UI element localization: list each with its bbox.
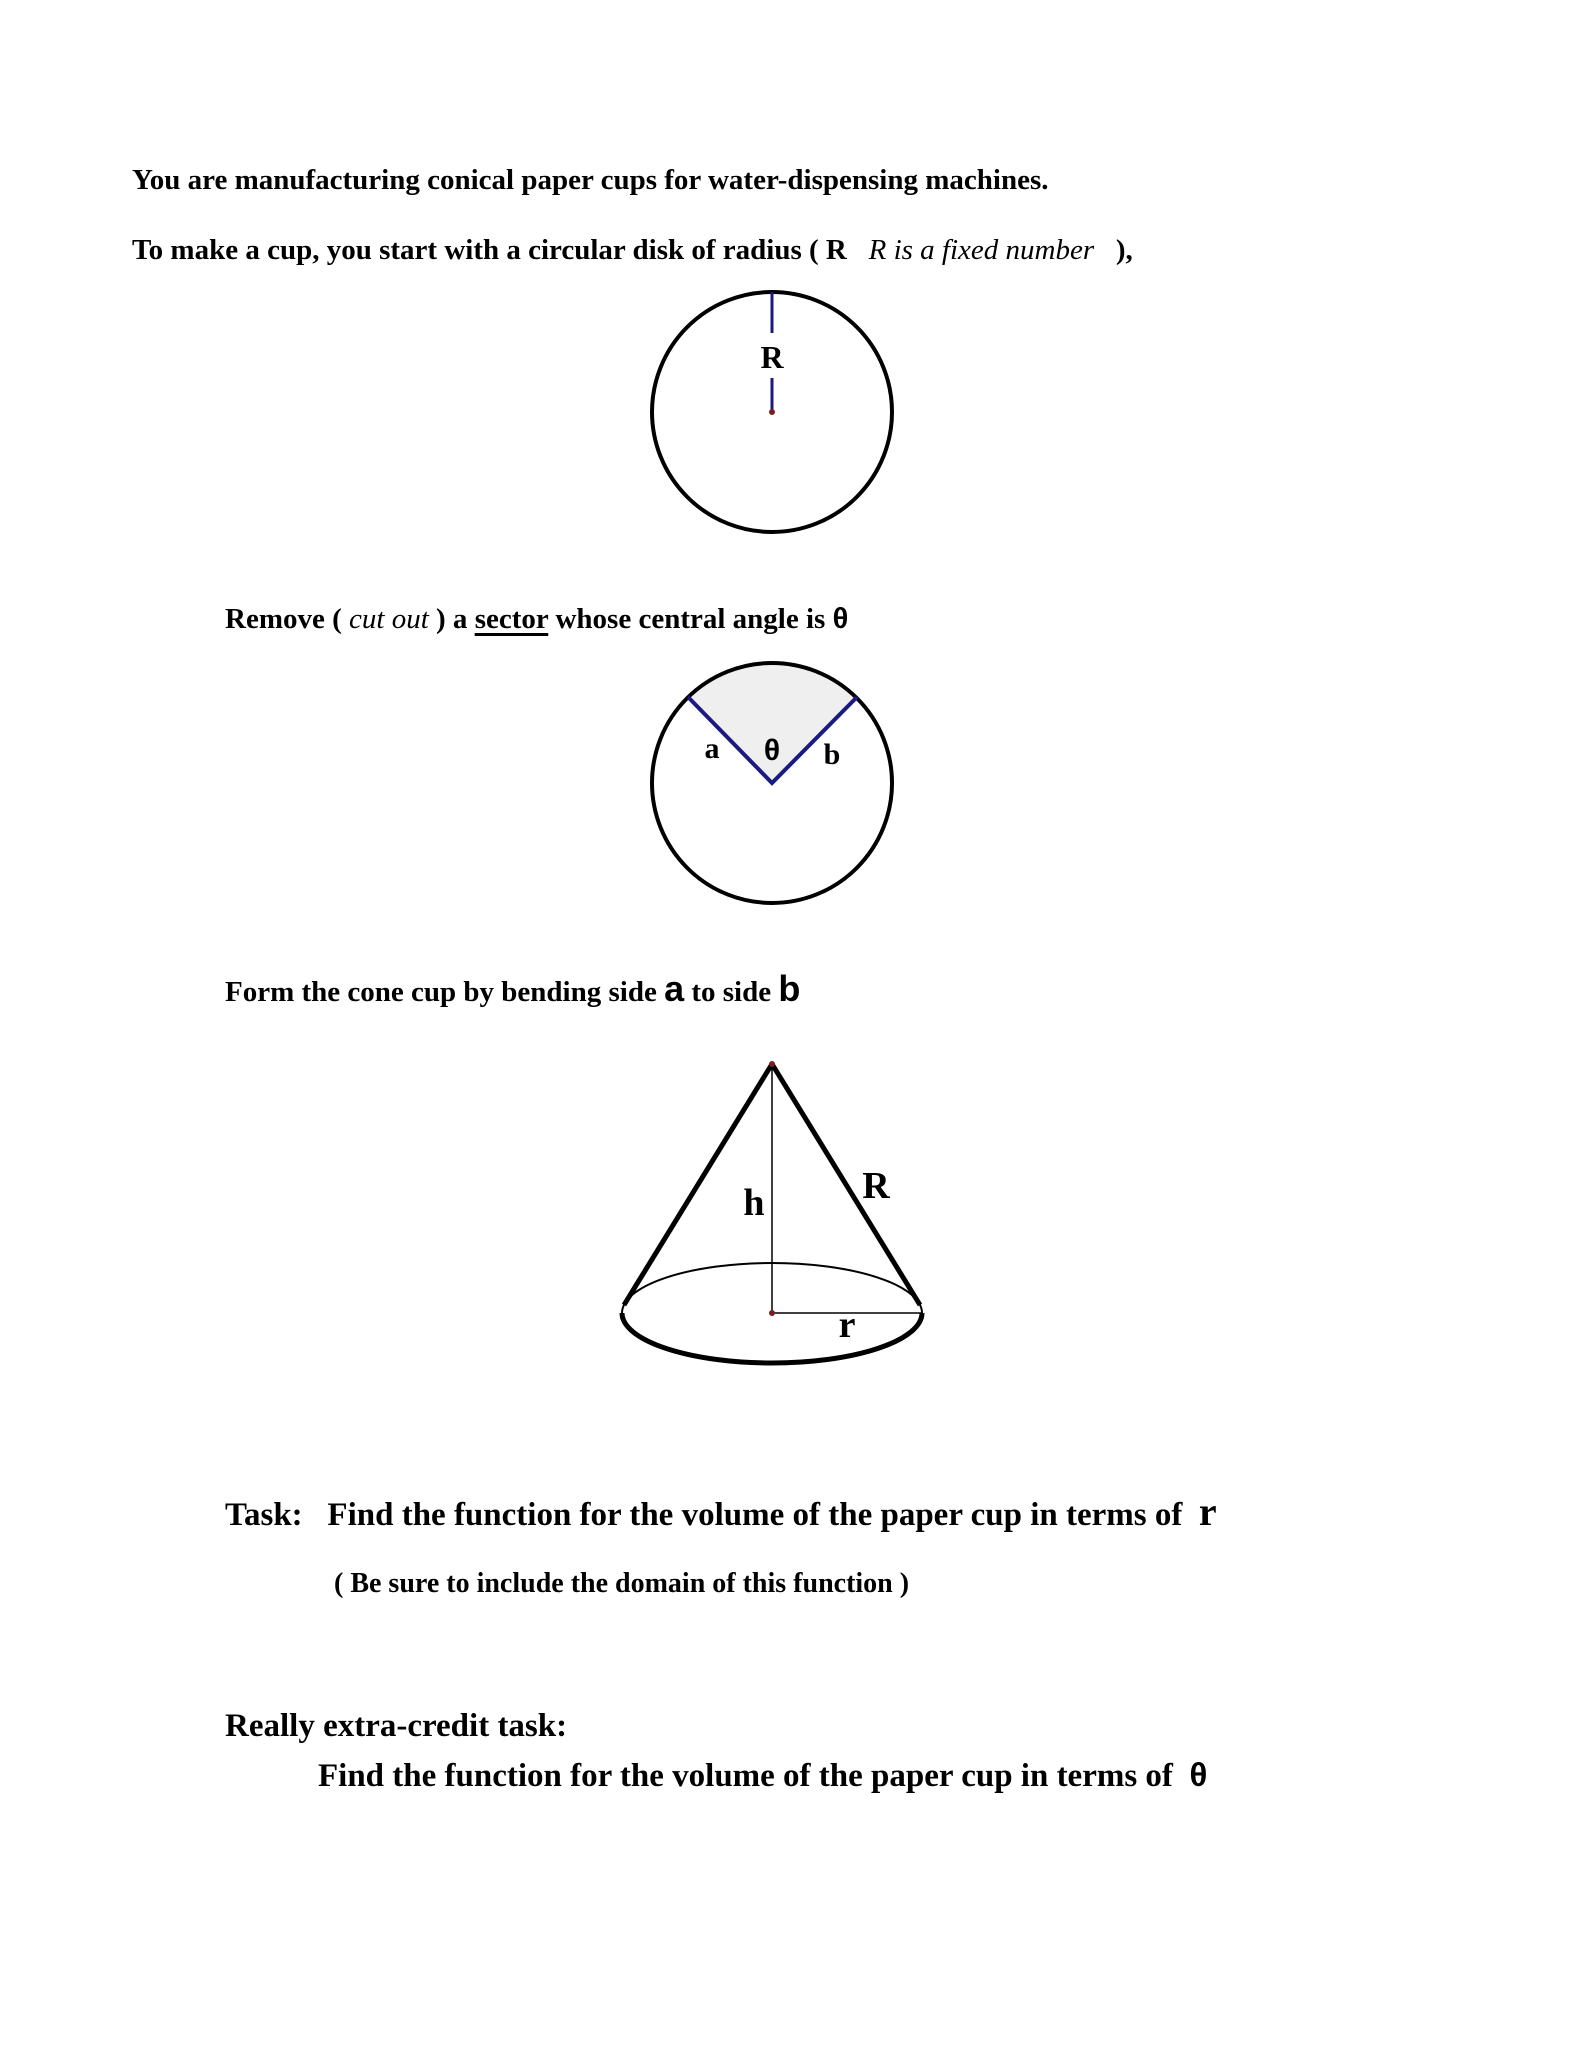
cone-base-front xyxy=(622,1313,922,1363)
remove-prefix: Remove ( xyxy=(225,603,342,635)
remove-suffix: whose central angle is xyxy=(555,603,826,635)
intro-line-2-start: To make a cup, you start with a circular disk of radius ( R xyxy=(132,234,847,266)
extra-credit-theta: θ xyxy=(1189,1756,1208,1793)
task-label: Task: xyxy=(225,1497,303,1533)
form-to-side: to side xyxy=(691,976,772,1008)
task-note xyxy=(334,1568,909,1600)
sector-word: sector xyxy=(474,603,549,635)
side-a-label: a xyxy=(704,732,720,765)
extra-credit-label: Really extra-credit task: xyxy=(225,1708,568,1744)
form-text: Form the cone cup by bending side xyxy=(225,976,657,1008)
height-label: h xyxy=(743,1182,765,1224)
task-line xyxy=(225,1488,1217,1535)
cone-apex-point xyxy=(769,1061,775,1067)
task-text: Find the function for the volume of the paper cup in terms of xyxy=(327,1497,1183,1533)
fixed-number-note: R is a fixed number xyxy=(868,234,1095,266)
intro-line-1-text: You are manufacturing conical paper cups for water-dispensing machines. xyxy=(132,164,1049,196)
extra-credit-text: Find the function for the volume of the paper cup in terms of xyxy=(318,1758,1173,1794)
slant-R-label: R xyxy=(862,1165,890,1207)
theta-symbol: θ xyxy=(832,603,849,635)
form-side-a: a xyxy=(664,968,685,1009)
extra-credit-heading xyxy=(225,1708,567,1745)
theta-angle-label: θ xyxy=(763,734,781,767)
cut-out-text: cut out xyxy=(349,603,429,635)
remove-mid: ) a xyxy=(436,603,468,635)
task-note-text: ( Be sure to include the domain of this function ) xyxy=(334,1568,910,1599)
intro-line-2-end: ), xyxy=(1115,234,1133,266)
form-side-b: b xyxy=(778,968,801,1009)
side-b-label: b xyxy=(823,738,841,771)
extra-credit-line xyxy=(318,1756,1207,1795)
task-variable-r: r xyxy=(1198,1489,1217,1534)
base-r-label: r xyxy=(838,1304,856,1346)
radius-label: R xyxy=(760,339,784,375)
cone-base-center-point xyxy=(769,1310,775,1316)
